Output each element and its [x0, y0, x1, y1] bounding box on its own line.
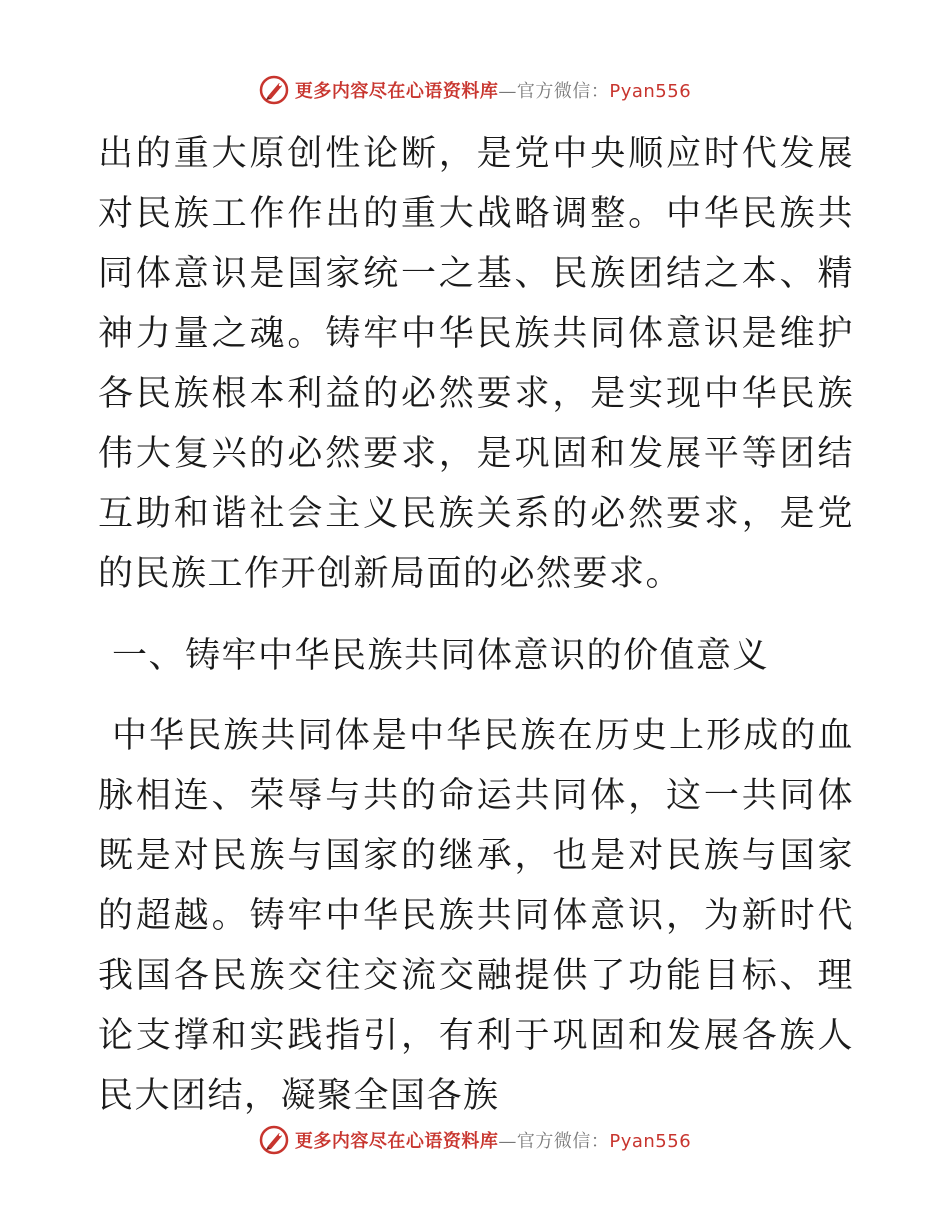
footer-promo-text: 更多内容尽在心语资料库	[294, 1131, 499, 1152]
header-wechat-id: Pyan556	[609, 81, 692, 102]
footer-wechat-id: Pyan556	[609, 1131, 692, 1152]
pen-nib-logo-icon	[259, 1125, 289, 1155]
document-body	[98, 124, 854, 1126]
paragraph-1: 出的重大原创性论断，是党中央顺应时代发展对民族工作作出的重大战略调整。中华民族共同体意识是国家统一之基、民族团结之本、精神力量之魂。铸牢中华民族共同体意识是维护各民族根本利益的必然要求，是实现中华民族伟大复兴的必然要求，是巩固和发展平等团结互助和谐社会主义民族关系的必然要求，是党的民族工作开创新局面的必然要求。	[98, 134, 854, 594]
header-wechat-label: 官方微信：	[516, 81, 610, 102]
footer-banner	[0, 1120, 950, 1160]
header-banner	[0, 70, 950, 110]
footer-separator: —	[498, 1131, 517, 1152]
section-heading: 一、铸牢中华民族共同体意识的价值意义	[112, 636, 770, 676]
paragraph-2: 中华民族共同体是中华民族在历史上形成的血脉相连、荣辱与共的命运共同体，这一共同体既是对民族与国家的继承，也是对民族与国家的超越。铸牢中华民族共同体意识，为新时代我国各民族交往交流交融提供了功能目标、理论支撑和实践指引，有利于巩固和发展各族人民大团结，凝聚全国各族	[98, 716, 854, 1116]
header-banner-text	[295, 77, 691, 103]
pen-nib-logo-icon	[259, 75, 289, 105]
header-promo-text: 更多内容尽在心语资料库	[294, 81, 499, 102]
header-separator: —	[498, 81, 517, 102]
footer-wechat-label: 官方微信：	[516, 1131, 610, 1152]
footer-banner-text	[295, 1127, 691, 1153]
